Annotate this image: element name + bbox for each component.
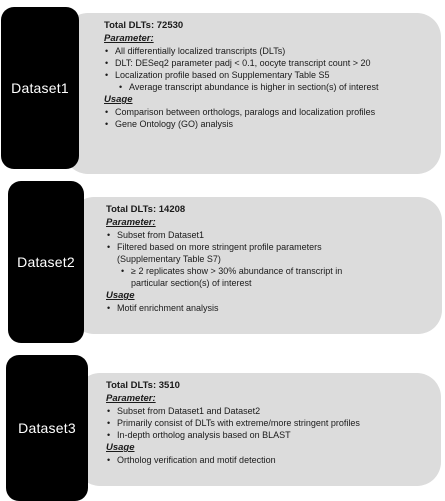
parameter-item: • Subset from Dataset1 [106,229,434,241]
dataset-info-box [64,13,441,174]
dataset-info-box [76,373,441,486]
parameter-item: • Subset from Dataset1 and Dataset2 [106,405,433,417]
usage-heading: Usage [106,290,135,301]
parameter-item: • In-depth ortholog analysis based on BLAST [106,429,433,441]
parameter-item: • Localization profile based on Supplementary Table S5 [104,69,433,81]
usage-list [106,302,434,314]
usage-item: • Gene Ontology (GO) analysis [104,118,433,130]
parameter-item: • Primarily consist of DLTs with extreme/more stringent profiles [106,417,433,429]
parameter-item: • All differentially localized transcripts (DLTs) [104,45,433,57]
usage-list [104,106,433,130]
usage-item: • Ortholog verification and motif detection [106,454,433,466]
usage-item: • Comparison between orthologs, paralogs and localization profiles [104,106,433,118]
parameter-item: • Filtered based on more stringent profile parameters (Supplementary Table S7) [106,241,434,265]
parameter-subitem: • Average transcript abundance is higher in section(s) of interest [104,81,433,93]
dataset-label: Dataset3 [18,420,76,436]
usage-list [106,454,433,466]
dataset-label: Dataset2 [17,254,75,270]
usage-item: • Motif enrichment analysis [106,302,434,314]
total-dlts: Total DLTs: 3510 [106,380,180,391]
usage-heading: Usage [104,94,133,105]
parameter-list [106,229,434,289]
total-dlts: Total DLTs: 72530 [104,20,184,31]
parameter-list [104,45,433,93]
total-dlts: Total DLTs: 14208 [106,204,186,215]
dataset-label-box [1,7,79,169]
parameter-heading: Parameter: [104,33,154,44]
dataset-label: Dataset1 [11,80,69,96]
usage-heading: Usage [106,442,135,453]
parameter-list [106,405,433,441]
parameter-item: • DLT: DESeq2 parameter padj < 0.1, oocyte transcript count > 20 [104,57,433,69]
parameter-heading: Parameter: [106,393,156,404]
parameter-heading: Parameter: [106,217,156,228]
parameter-subitem: • ≥ 2 replicates show > 30% abundance of transcript in particular section(s) of interest [106,265,434,289]
dataset-info-box [70,197,442,334]
dataset-label-box [6,355,88,501]
dataset-label-box [8,181,84,343]
